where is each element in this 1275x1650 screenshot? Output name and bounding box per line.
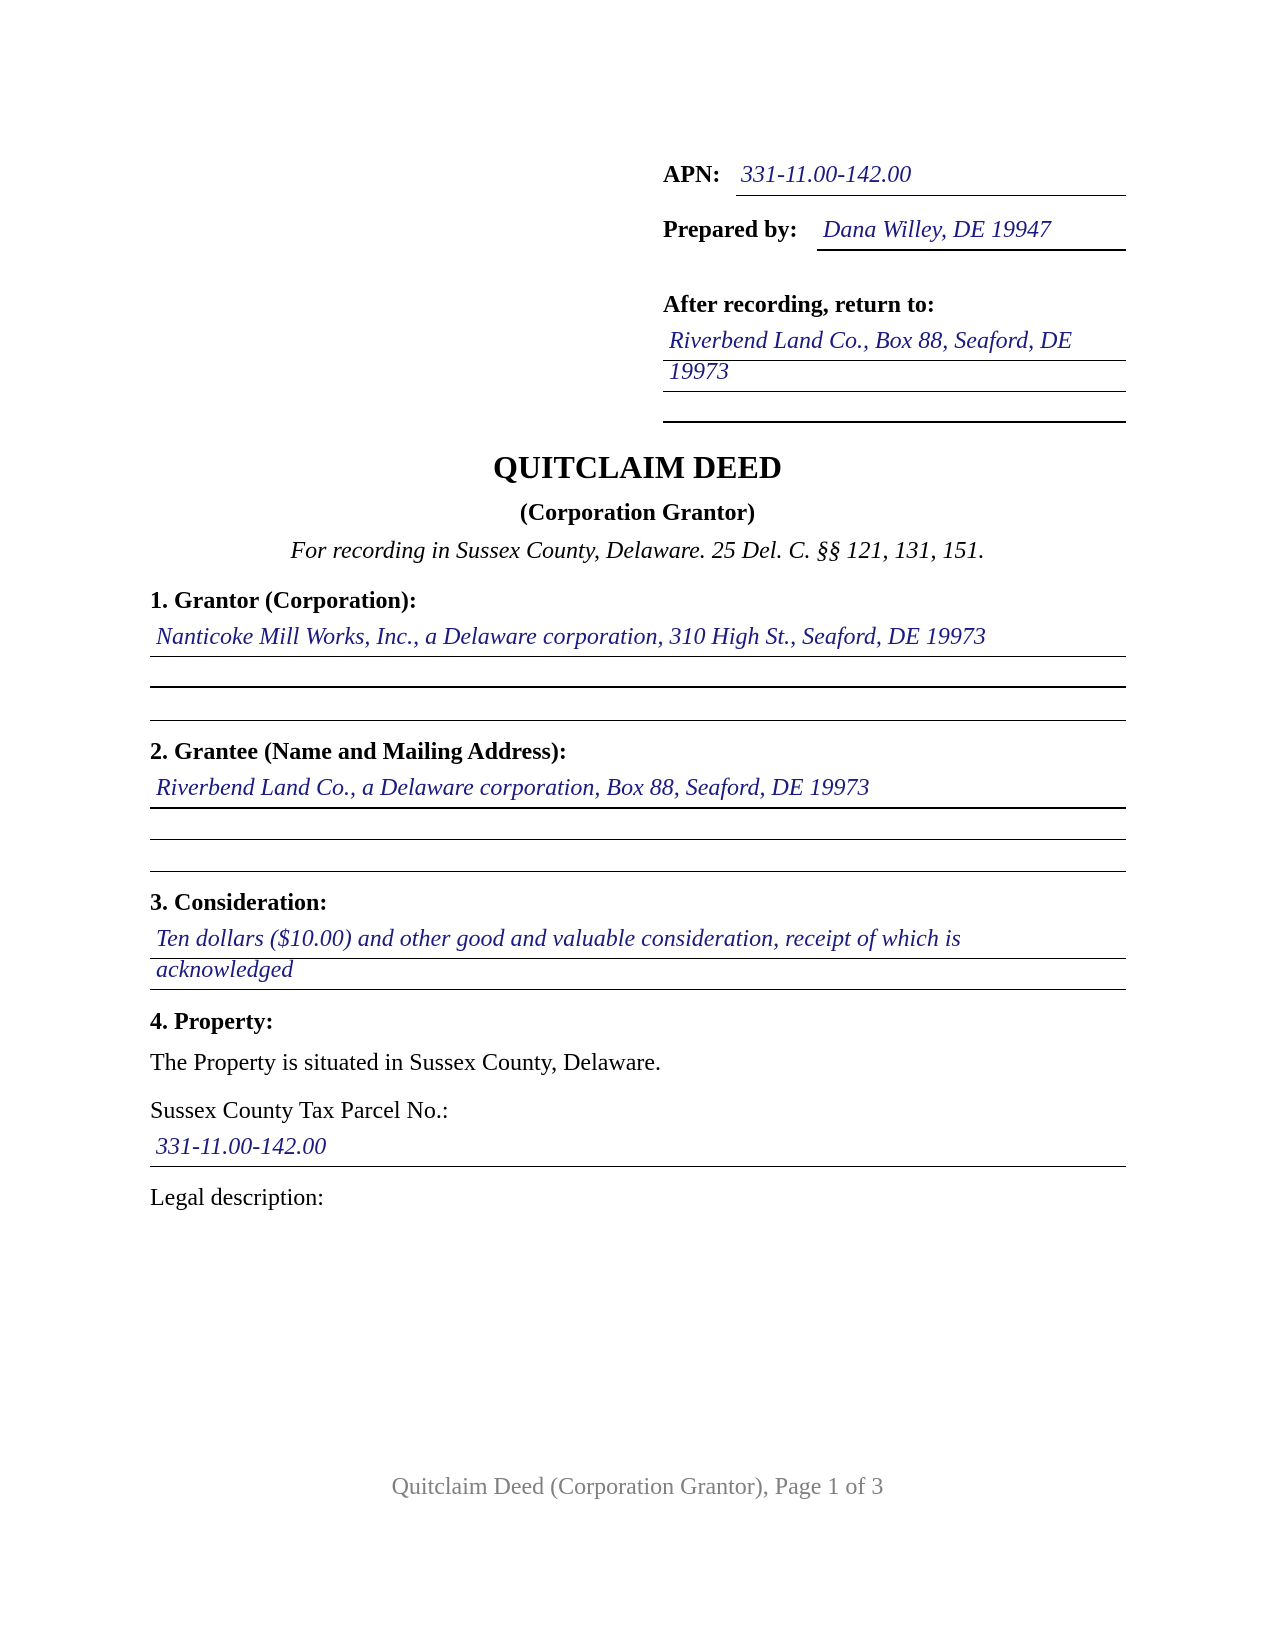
page-footer: Quitclaim Deed (Corporation Grantor), Page 1 of 3 [391,1474,884,1500]
consideration-line-2[interactable]: acknowledged [156,957,294,983]
legal-description-label: Legal description: [150,1185,324,1211]
return-to-underline-3 [663,421,1126,423]
consideration-heading: 3. Consideration: [150,890,328,916]
property-heading: 4. Property: [150,1009,274,1035]
parcel-underline [150,1166,1126,1167]
return-to-line-1[interactable]: Riverbend Land Co., Box 88, Seaford, DE [669,328,1073,354]
parcel-value[interactable]: 331-11.00-142.00 [156,1134,327,1160]
return-to-underline-2 [663,391,1126,392]
document-title: QUITCLAIM DEED [493,449,782,485]
grantor-heading: 1. Grantor (Corporation): [150,588,417,614]
apn-value[interactable]: 331-11.00-142.00 [741,162,912,188]
recording-note: For recording in Sussex County, Delaware. 25 Del. C. §§ 121, 131, 151. [290,538,985,564]
document-subtitle: (Corporation Grantor) [519,500,756,526]
prepared-by-value[interactable]: Dana Willey, DE 19947 [823,217,1051,243]
grantor-underline-1 [150,656,1126,657]
prepared-by-underline [817,249,1126,251]
apn-underline [736,195,1126,196]
prepared-by-label: Prepared by: [663,217,798,243]
property-location-text: The Property is situated in Sussex County, Delaware. [150,1050,662,1076]
grantor-value[interactable]: Nanticoke Mill Works, Inc., a Delaware corporation, 310 High St., Seaford, DE 19973 [156,624,986,650]
grantee-underline-3 [150,871,1126,872]
consideration-underline-2 [150,989,1126,990]
grantor-underline-2 [150,686,1126,688]
parcel-label: Sussex County Tax Parcel No.: [150,1098,449,1124]
grantee-underline-1 [150,807,1126,809]
grantee-heading: 2. Grantee (Name and Mailing Address): [150,739,567,765]
return-to-line-2[interactable]: 19973 [669,359,729,385]
consideration-underline-1 [150,958,1126,959]
grantor-underline-3 [150,720,1126,721]
grantee-underline-2 [150,839,1126,840]
return-to-underline-1 [663,360,1126,361]
return-to-label: After recording, return to: [663,292,935,318]
consideration-line-1[interactable]: Ten dollars ($10.00) and other good and valuable consideration, receipt of which is [156,926,961,952]
grantee-value[interactable]: Riverbend Land Co., a Delaware corporation, Box 88, Seaford, DE 19973 [156,775,870,801]
apn-label: APN: [663,162,721,188]
